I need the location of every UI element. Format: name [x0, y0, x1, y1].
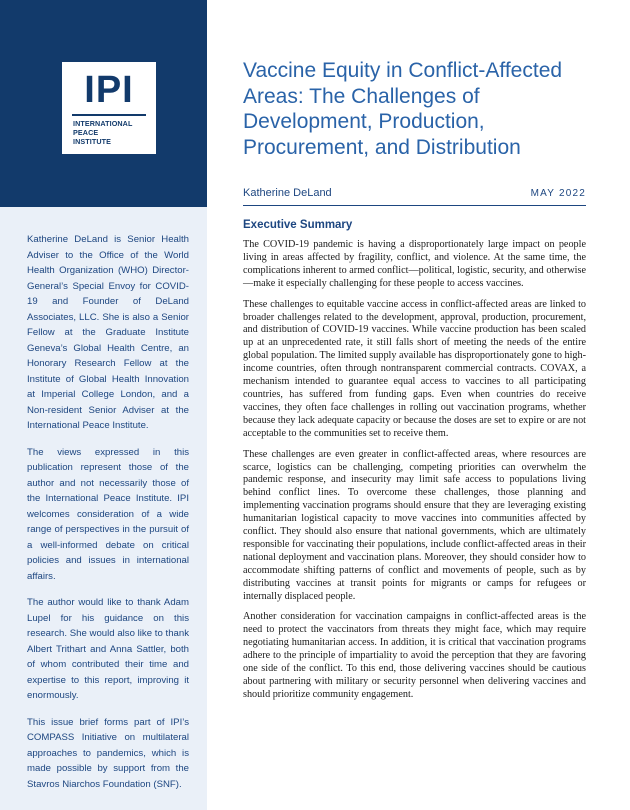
acknowledgments: The author would like to thank Adam Lupel for his guidance on this research. She would also like to thank Albert Trithart and Anna Sattler, both of whom contributed their time and expertise to this report, improving it enormously. — [27, 597, 189, 701]
body-paragraph: These challenges to equitable vaccine access in conflict-affected areas are linked to broader challenges related to the development, approval, production, procurement, and distribution of COVID-19 vaccines. While vaccine production has been scaled up at an unprecedented rate, it still falls short of meeting the needs of the entire global population. The limited supply available has disproportionately gone to high-income countries, often through nontransparent commercial contracts. COVAX, a mechanism intended to guarantee equal access to vaccines to all participating countries, has suffered from funding gaps. Even when countries do receive vaccines, they often face challenges in rolling out vaccination programs, whether because they lack adequate capacity or because the doses are set to expire or are not acceptable to the communities set to receive them. — [243, 298, 587, 439]
logo-line-2: PEACE — [73, 128, 99, 137]
initiative-note: This issue brief forms part of IPI’s COMPASS Initiative on multilateral approaches to pandemics, which is made possible by support from the Stavros Niarchos Foundation (SNF). — [27, 716, 189, 790]
body-paragraph: These challenges are even greater in conflict-affected areas, where resources are scarce, logistics can be challenging, competing priorities can overwhelm the pandemic response, and insecurity may limit safe access to populations living behind conflict lines. To overcome these challenges, those planning and implementing vaccination programs should ensure that they are leveraging existing humanitarian logistical capacity to move vaccines into communities affected by conflict. They should also ensure that national governments, which are ultimately responsible for vaccinating their populations, include conflict-affected areas in their national deployment and vaccination plans. Moreover, they should consider how to accommodate shifting patterns of conflict and movements of people, such as by distributing vaccines at transit points for migrants or camps for refugees or internally displaced people. — [243, 448, 586, 602]
logo-line-1: INTERNATIONAL — [73, 119, 133, 128]
body-paragraph: Another consideration for vaccination campaigns in conflict-affected areas is the need to protect the vaccinators from threats they might face, which may require negotiating humanitarian access. In addition, it is critical that vaccination programs adhere to the principle of impartiality to avoid the perception that they are favoring one side of the conflict. To this end, those delivering vaccines should be cautious about partnering with military or security personnel when delivering vaccines and should prioritize community engagement. — [243, 611, 586, 700]
section-heading: Executive Summary — [243, 219, 353, 231]
executive-summary-body — [243, 239, 586, 710]
logo-divider — [72, 114, 146, 116]
header-banner — [0, 0, 207, 207]
logo-mark: IPI — [84, 69, 134, 111]
author-bio: Katherine DeLand is Senior Health Adviser to the Office of the World Health Organization (WHO) Director-General’s Special Envoy for COVID-19 and Founder of DeLand Associates, LLC. She is also a Senior Fellow at the Graduate Institute Geneva’s Global Health Centre, an Honorary Research Fellow at the Institute of Global Health Innovation at Imperial College London, and a Non-resident Senior Adviser at the International Peace Institute. — [27, 234, 189, 431]
body-paragraph: The COVID-19 pandemic is having a disproportionately large impact on people living in areas affected by fragility, conflict, and violence. At the same time, the complications inherent to armed conflict—political, logistic, security, and otherwise—make it especially challenging for these people to access vaccines. — [243, 239, 586, 289]
ipi-logo — [62, 62, 156, 154]
publication-date: MAY 2022 — [530, 188, 586, 199]
title-divider — [243, 205, 586, 206]
sidebar — [0, 0, 207, 810]
author-name: Katherine DeLand — [243, 187, 332, 199]
sidebar-text — [27, 232, 189, 803]
disclaimer: The views expressed in this publication represent those of the author and not necessarily those of the International Peace Institute. IPI welcomes consideration of a wide range of perspectives in the pursuit of a well-informed debate on critical policies and issues in international affairs. — [27, 446, 189, 582]
logo-line-3: INSTITUTE — [73, 137, 112, 146]
document-title: Vaccine Equity in Conflict-Affected Areas: The Challenges of Development, Production, Procurement, and Distribution — [243, 59, 563, 159]
